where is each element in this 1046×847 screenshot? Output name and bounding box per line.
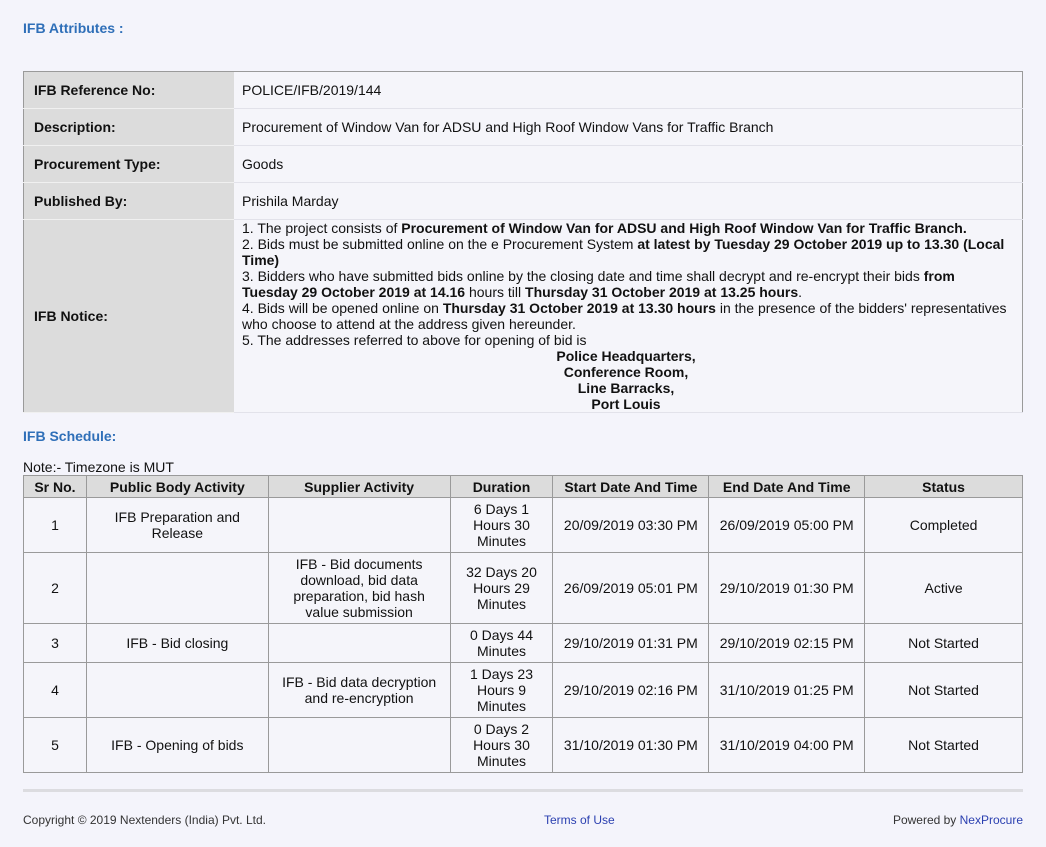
cell-public-activity: IFB - Opening of bids [86,718,268,773]
col-header-start: Start Date And Time [553,476,709,498]
cell-end: 29/10/2019 02:15 PM [709,624,865,663]
cell-supplier-activity: IFB - Bid documents download, bid data preparation, bid hash value submission [268,553,450,624]
cell-start: 26/09/2019 05:01 PM [553,553,709,624]
col-header-duration: Duration [450,476,553,498]
attr-label: Published By: [24,183,235,220]
copyright-text: Copyright © 2019 Nextenders (India) Pvt. Ltd. [23,813,266,827]
notice-line-3: 3. Bidders who have submitted bids online by the closing date and time shall decrypt and re-encrypt their bids from Tuesday 29 October 2019 at 14.16 hours till Thursday 31 October 2019 at 13.25 hours. [242,268,955,300]
powered-by-prefix: Powered by [892,813,960,827]
ifb-schedule-title: IFB Schedule: [23,428,117,444]
cell-public-activity: IFB - Bid closing [86,624,268,663]
cell-public-activity [86,663,268,718]
cell-public-activity [86,553,268,624]
cell-supplier-activity [268,624,450,663]
attr-row-notice [24,220,1023,413]
cell-duration: 1 Days 23 Hours 9 Minutes [450,663,553,718]
notice-line-1: 1. The project consists of Procurement of Window Van for ADSU and High Roof Window Van for Traffic Branch. [242,220,967,236]
cell-end: 26/09/2019 05:00 PM [709,498,865,553]
cell-duration: 6 Days 1 Hours 30 Minutes [450,498,553,553]
table-row [24,663,1023,718]
cell-duration: 0 Days 2 Hours 30 Minutes [450,718,553,773]
notice-address-line: Conference Room, [563,364,689,380]
cell-supplier-activity [268,498,450,553]
attr-label: IFB Notice: [24,220,235,413]
notice-line-2: 2. Bids must be submitted online on the e Procurement System at latest by Tuesday 29 October 2019 up to 13.30 (Local Time) [242,236,1005,268]
schedule-header-row [24,476,1023,498]
table-row [24,498,1023,553]
cell-sr: 1 [24,498,87,553]
notice-address-line: Line Barracks, [577,380,675,396]
cell-start: 20/09/2019 03:30 PM [553,498,709,553]
cell-sr: 4 [24,663,87,718]
attr-value: POLICE/IFB/2019/144 [234,72,1023,109]
notice-line-5: 5. The addresses referred to above for opening of bid is [242,332,587,348]
attr-label: IFB Reference No: [24,72,235,109]
nexprocure-link[interactable]: NexProcure [959,813,1023,827]
cell-duration: 32 Days 20 Hours 29 Minutes [450,553,553,624]
cell-status: Not Started [865,624,1023,663]
notice-address-line: Police Headquarters, [556,348,696,364]
ifb-notice-body [234,220,1023,413]
cell-status: Completed [865,498,1023,553]
cell-sr: 2 [24,553,87,624]
cell-duration: 0 Days 44 Minutes [450,624,553,663]
ifb-schedule-table [23,475,1023,773]
table-row [24,553,1023,624]
cell-start: 31/10/2019 01:30 PM [553,718,709,773]
attr-row-published-by [24,183,1023,220]
attr-row-procurement-type [24,146,1023,183]
timezone-note: Note:- Timezone is MUT [23,459,174,475]
col-header-sr: Sr No. [24,476,87,498]
attr-value: Prishila Marday [234,183,1023,220]
cell-end: 31/10/2019 04:00 PM [709,718,865,773]
cell-status: Not Started [865,663,1023,718]
attr-value: Procurement of Window Van for ADSU and High Roof Window Vans for Traffic Branch [234,109,1023,146]
attr-label: Description: [24,109,235,146]
col-header-public-activity: Public Body Activity [86,476,268,498]
cell-end: 29/10/2019 01:30 PM [709,553,865,624]
cell-supplier-activity [268,718,450,773]
cell-sr: 3 [24,624,87,663]
col-header-end: End Date And Time [709,476,865,498]
col-header-supplier-activity: Supplier Activity [268,476,450,498]
cell-end: 31/10/2019 01:25 PM [709,663,865,718]
cell-sr: 5 [24,718,87,773]
cell-status: Active [865,553,1023,624]
col-header-status: Status [865,476,1023,498]
cell-start: 29/10/2019 02:16 PM [553,663,709,718]
attr-row-reference [24,72,1023,109]
attr-row-description [24,109,1023,146]
attr-value: Goods [234,146,1023,183]
powered-by [893,813,1023,827]
terms-of-use-link[interactable]: Terms of Use [544,813,615,827]
cell-supplier-activity: IFB - Bid data decryption and re-encryption [268,663,450,718]
cell-status: Not Started [865,718,1023,773]
attr-label: Procurement Type: [24,146,235,183]
cell-start: 29/10/2019 01:31 PM [553,624,709,663]
table-row [24,624,1023,663]
cell-public-activity: IFB Preparation and Release [86,498,268,553]
table-row [24,718,1023,773]
notice-line-4: 4. Bids will be opened online on Thursday 31 October 2019 at 13.30 hours in the presence of the bidders' representatives who choose to attend at the address given hereunder. [242,300,1007,332]
footer-divider [23,789,1023,792]
ifb-attributes-title: IFB Attributes : [23,20,124,36]
ifb-attributes-table [23,71,1023,413]
notice-address-line: Port Louis [591,396,661,412]
